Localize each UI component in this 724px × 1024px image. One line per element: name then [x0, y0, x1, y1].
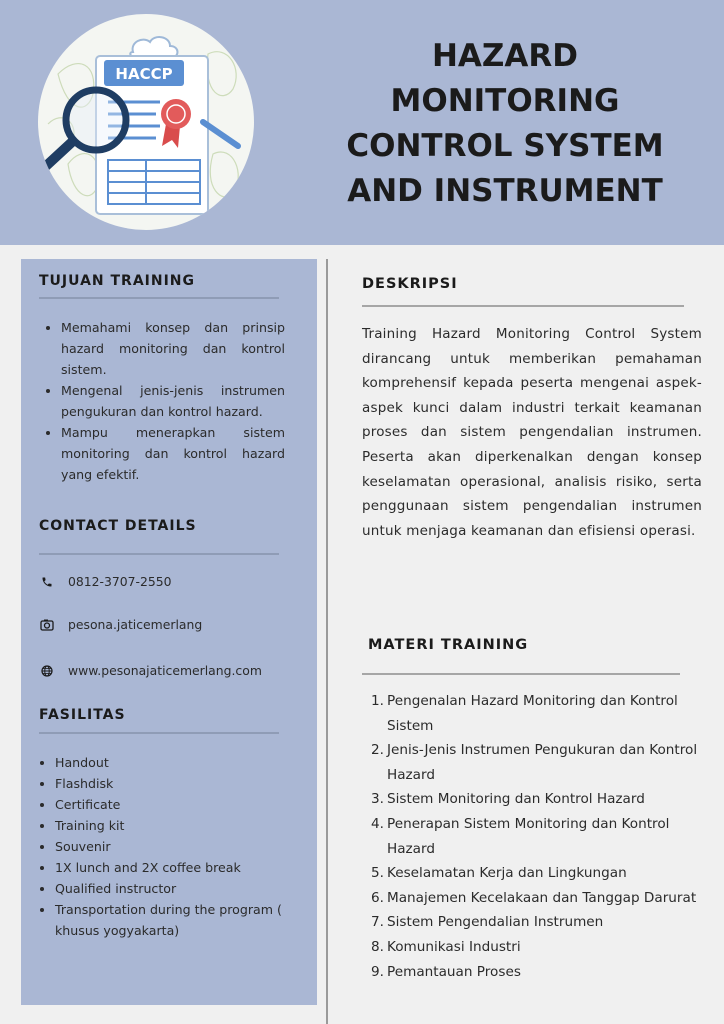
list-item: [371, 886, 705, 911]
title-line: CONTROL SYSTEM: [346, 128, 664, 164]
list-item: • Transportation during the program ( khusus yogyakarta): [55, 899, 305, 941]
tujuan-list: [61, 317, 285, 485]
website-url: www.pesonajaticemerlang.com: [68, 663, 262, 678]
svg-text:HACCP: HACCP: [115, 65, 173, 83]
list-number: 6.: [371, 889, 384, 906]
header-banner: [0, 0, 724, 245]
list-text: Keselamatan Kerja dan Lingkungan: [387, 865, 627, 882]
list-item: • Mengenal jenis-jenis instrumen pengukuran dan kontrol hazard.: [61, 380, 285, 422]
globe-icon: [39, 664, 55, 678]
list-number: 9.: [371, 963, 384, 980]
list-number: 3.: [371, 791, 384, 808]
list-text: Sistem Monitoring dan Kontrol Hazard: [387, 791, 645, 808]
divider: [362, 673, 680, 675]
list-item: [371, 812, 705, 861]
list-text: Komunikasi Industri: [387, 938, 521, 955]
list-text: Penerapan Sistem Monitoring dan Kontrol Hazard: [387, 815, 670, 857]
list-item: [371, 738, 705, 787]
haccp-illustration: [38, 14, 254, 230]
divider: [39, 297, 279, 299]
contact-phone[interactable]: [39, 574, 172, 589]
list-item: • Mampu menerapkan sistem monitoring dan kontrol hazard yang efektif.: [61, 422, 285, 485]
sidebar-panel: [21, 259, 317, 1005]
deskripsi-text: Training Hazard Monitoring Control System dirancang untuk memberikan pemahaman komprehensif kepada peserta mengenai aspek-aspek kunci dalam industri terkait keamanan proses dan sistem pengendalian instrumen. Peserta akan diperkenalkan dengan konsep keselamatan operasional, analisis risiko, serta penggunaan sistem pengendalian instrumen untuk menjaga keamanan dan efisiensi operasi.: [362, 326, 702, 539]
list-item: [371, 910, 705, 935]
deskripsi-title: DESKRIPSI: [362, 276, 458, 292]
page-title: [300, 34, 710, 214]
list-item: • Handout: [55, 752, 305, 773]
contact-instagram[interactable]: [39, 617, 202, 632]
list-item: [371, 787, 705, 812]
list-item: [371, 861, 705, 886]
phone-icon: [39, 575, 55, 589]
instagram-handle: pesona.jaticemerlang: [68, 617, 203, 632]
phone-number: 0812-3707-2550: [68, 574, 172, 589]
title-line: MONITORING: [390, 83, 620, 119]
list-text: Manajemen Kecelakaan dan Tanggap Darurat: [387, 889, 697, 906]
materi-title: MATERI TRAINING: [368, 637, 529, 653]
list-text: Pengenalan Hazard Monitoring dan Kontrol Sistem: [387, 693, 678, 734]
list-number: 7.: [371, 914, 384, 931]
list-item: [371, 935, 705, 960]
list-number: 1.: [371, 693, 384, 709]
list-number: 8.: [371, 938, 384, 955]
list-item: • Training kit: [55, 815, 305, 836]
contact-website[interactable]: [39, 663, 262, 678]
list-number: 4.: [371, 815, 384, 832]
list-item: • Certificate: [55, 794, 305, 815]
divider: [39, 553, 279, 555]
list-number: 5.: [371, 865, 384, 882]
list-item: • 1X lunch and 2X coffee break: [55, 857, 305, 878]
divider: [362, 305, 684, 307]
tujuan-title: TUJUAN TRAINING: [39, 273, 195, 289]
title-line: HAZARD: [431, 38, 578, 74]
instagram-icon: [39, 618, 55, 632]
list-text: Pemantauan Proses: [387, 963, 521, 980]
list-item: [371, 960, 705, 985]
fasilitas-list: [55, 752, 305, 941]
list-item: • Flashdisk: [55, 773, 305, 794]
list-text: Sistem Pengendalian Instrumen: [387, 914, 604, 931]
column-divider: [326, 259, 328, 1024]
list-number: 2.: [371, 742, 384, 759]
fasilitas-title: FASILITAS: [39, 707, 126, 723]
materi-list: [371, 689, 705, 984]
contact-title: CONTACT DETAILS: [39, 518, 197, 534]
list-item: • Qualified instructor: [55, 878, 305, 899]
list-item: • Memahami konsep dan prinsip hazard monitoring dan kontrol sistem.: [61, 317, 285, 380]
list-item: • Souvenir: [55, 836, 305, 857]
divider: [39, 732, 279, 734]
title-line: AND INSTRUMENT: [347, 173, 663, 209]
list-text: Jenis-Jenis Instrumen Pengukuran dan Kontrol Hazard: [387, 742, 698, 783]
list-item: [371, 689, 705, 738]
